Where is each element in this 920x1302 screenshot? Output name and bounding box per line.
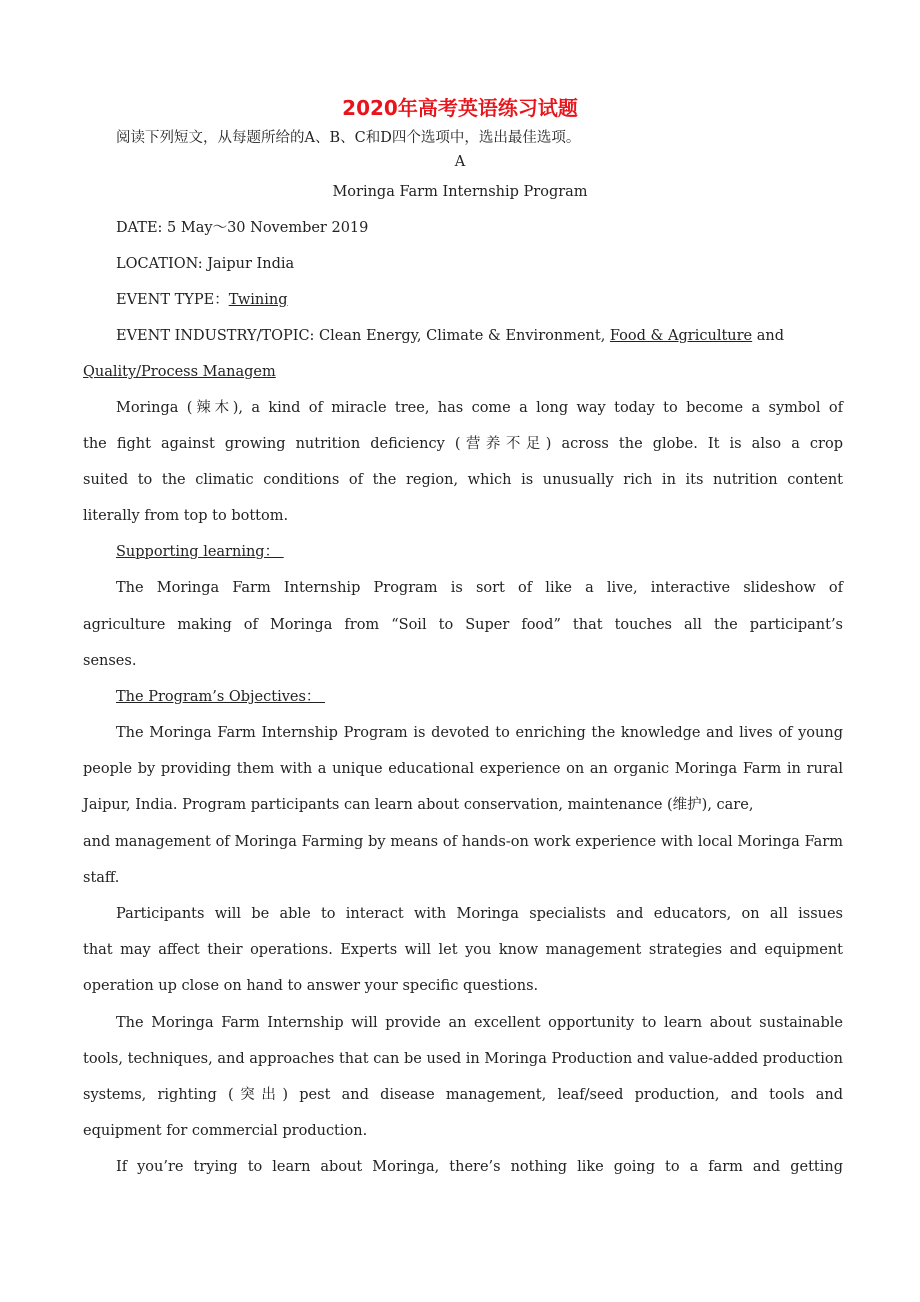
industry-link-food[interactable]: Food & Agriculture — [609, 328, 753, 344]
paragraph-line: equipment for commercial production. — [83, 1123, 368, 1139]
paragraph-line: The Moringa Farm Internship Program is sort of like a live, interactive slideshow of — [116, 580, 843, 596]
industry-line-2 — [83, 361, 843, 383]
paragraph-line: Participants will be able to interact with Moringa specialists and educators, on all issues — [116, 906, 843, 922]
paragraph-line: suited to the climatic conditions of the region, which is unusually rich in its nutrition content — [83, 472, 843, 488]
industry-link-quality[interactable]: Quality/Process Managem — [83, 364, 276, 380]
instructions: 阅读下列短文，从每题所给的A、B、C和D四个选项中，选出最佳选项。 — [116, 130, 581, 146]
paragraph-line: people by providing them with a unique educational experience on an organic Moringa Farm in rural — [83, 761, 843, 777]
event-type-link[interactable]: Twining — [228, 292, 288, 308]
program-title: Moringa Farm Internship Program — [332, 184, 588, 200]
page-title: 2020年高考英语练习试题 — [342, 96, 578, 120]
industry-prefix: EVENT INDUSTRY/TOPIC: Clean Energy, Climate & Environment, — [116, 328, 610, 344]
paragraph-line: The Moringa Farm Internship Program is devoted to enriching the knowledge and lives of young — [116, 725, 843, 741]
paragraph-line: that may affect their operations. Experts will let you know management strategies and equipment — [83, 942, 843, 958]
industry-suffix: and — [752, 328, 785, 344]
supporting-heading-text: Supporting learning： — [116, 544, 284, 560]
objectives-heading — [116, 686, 843, 708]
paragraph-line: literally from top to bottom. — [83, 508, 289, 524]
supporting-heading — [116, 541, 843, 563]
event-type-label: EVENT TYPE： — [116, 292, 229, 308]
date-line: DATE: 5 May～30 November 2019 — [116, 220, 369, 236]
paragraph-line: systems, righting (突出) pest and disease management, leaf/seed production, and tools and — [83, 1087, 843, 1103]
paragraph-line: agriculture making of Moringa from “Soil to Super food” that touches all the participant’s — [83, 617, 843, 633]
section-letter: A — [454, 154, 466, 170]
industry-line — [116, 325, 843, 347]
paragraph-line: Jaipur, India. Program participants can learn about conservation, maintenance (维护), care, — [83, 797, 754, 813]
paragraph-line: Moringa (辣木), a kind of miracle tree, has come a long way today to become a symbol of — [116, 400, 843, 416]
paragraph-line: If you’re trying to learn about Moringa, there’s nothing like going to a farm and getting — [116, 1159, 843, 1175]
objectives-heading-text: The Program’s Objectives： — [116, 689, 326, 705]
paragraph-line: operation up close on hand to answer your specific questions. — [83, 978, 539, 994]
paragraph-line: The Moringa Farm Internship will provide an excellent opportunity to learn about sustainable — [116, 1015, 843, 1031]
paragraph-line: staff. — [83, 870, 120, 886]
paragraph-line: senses. — [83, 653, 137, 669]
paragraph-line: tools, techniques, and approaches that can be used in Moringa Production and value-added production — [83, 1051, 843, 1067]
location-line: LOCATION: Jaipur India — [116, 256, 295, 272]
event-type-line — [116, 289, 843, 311]
paragraph-line: the fight against growing nutrition deficiency (营养不足) across the globe. It is also a crop — [83, 436, 843, 452]
paragraph-line: and management of Moringa Farming by means of hands-on work experience with local Moringa Farm — [83, 834, 843, 850]
